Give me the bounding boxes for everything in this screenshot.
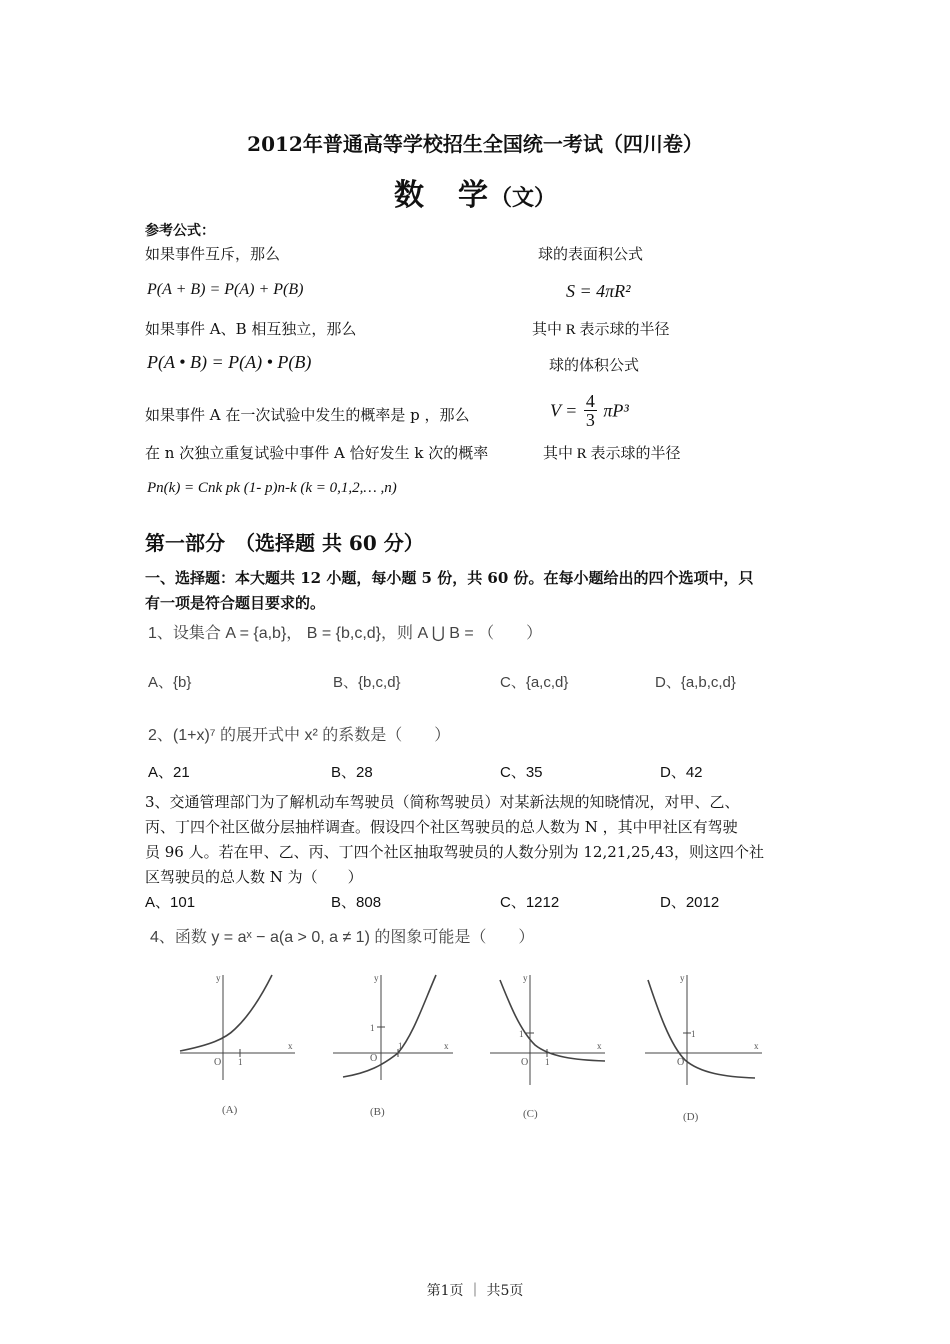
independent-text: 如果事件 A、B 相互独立，那么 — [145, 320, 357, 338]
question-1-option-a: A、{b} — [148, 674, 192, 691]
mutually-exclusive-text: 如果事件互斥，那么 — [145, 245, 281, 263]
graph-b-one-x: 1 — [398, 1041, 403, 1051]
graph-a — [170, 965, 310, 1130]
question-1-stem: 1、设集合 A = {a,b}， B = {b,c,d}，则 A ⋃ B = （ ） — [148, 625, 543, 642]
graph-a-label: (A) — [222, 1104, 238, 1116]
graph-b-origin: O — [370, 1053, 378, 1064]
graph-c-origin: O — [521, 1057, 529, 1068]
volume-fraction — [584, 392, 597, 429]
repeat-trials-text: 在 n 次独立重复试验中事件 A 恰好发生 k 次的概率 — [145, 444, 489, 462]
question-3-option-a: A、101 — [145, 894, 196, 911]
question-2-option-a: A、21 — [148, 764, 190, 781]
instructions-line-2: 有一项是符合题目要求的。 — [145, 594, 326, 612]
graph-c-label: (C) — [523, 1108, 538, 1120]
volume-lhs: V = — [550, 400, 578, 421]
graph-c-one-y: 1 — [519, 1029, 524, 1039]
question-1-option-c: C、{a,c,d} — [500, 674, 569, 691]
volume-numerator: 4 — [585, 391, 595, 411]
question-2-option-d: D、42 — [660, 764, 703, 781]
question-3-option-c: C、1212 — [500, 894, 560, 911]
mutually-exclusive-formula: P(A + B) = P(A) + P(B) — [147, 281, 304, 298]
instructions-line-1: 一、选择题：本大题共 12 小题，每小题 5 份，共 60 份。在每小题给出的四个选项中，只 — [145, 569, 754, 587]
graph-b-label: (B) — [370, 1106, 385, 1118]
volume-rhs: πP³ — [603, 400, 629, 421]
question-2-option-b: B、28 — [331, 764, 373, 781]
radius-note-2: 其中 R 表示球的半径 — [543, 446, 681, 462]
sphere-surface-formula: S = 4πR² — [566, 281, 631, 301]
page-footer: 第1页 ｜ 共5页 — [426, 1283, 524, 1299]
subject-suffix: （文） — [489, 185, 556, 211]
sphere-volume-formula — [550, 392, 629, 429]
sphere-volume-text: 球的体积公式 — [549, 356, 640, 374]
graph-b — [328, 965, 468, 1130]
part-one-heading: 第一部分 （选择题 共 60 分） — [145, 531, 424, 555]
graph-a-one: 1 — [238, 1057, 243, 1067]
question-3-option-b: B、808 — [331, 894, 382, 911]
sphere-surface-text: 球的表面积公式 — [538, 245, 644, 263]
graph-d-label: (D) — [683, 1111, 699, 1123]
graph-a-origin: O — [214, 1057, 222, 1068]
formulas-heading: 参考公式： — [145, 223, 215, 239]
graph-d-origin: O — [677, 1057, 685, 1068]
question-1-option-b: B、{b,c,d} — [333, 674, 401, 691]
question-3-line-1: 3、交通管理部门为了解机动车驾驶员（简称驾驶员）对某新法规的知晓情况，对甲、乙、 — [145, 793, 740, 811]
graph-c-one-x: 1 — [545, 1057, 550, 1067]
question-3-option-d: D、2012 — [660, 894, 720, 911]
graph-d-one: 1 — [691, 1029, 696, 1039]
question-2-stem: 2、(1+x)⁷ 的展开式中 x² 的系数是（ ） — [148, 727, 451, 744]
graph-a-y-label: y — [216, 973, 221, 983]
graph-d — [640, 965, 780, 1130]
question-3-line-2: 丙、丁四个社区做分层抽样调查。假设四个社区驾驶员的总人数为 N ，其中甲社区有驾驶 — [145, 818, 738, 836]
graph-c — [485, 965, 625, 1130]
question-3-line-3: 员 96 人。若在甲、乙、丙、丁四个社区抽取驾驶员的人数分别为 12,21,25,43，则这四个社 — [145, 843, 765, 861]
graph-b-x-label: x — [444, 1041, 449, 1051]
graph-b-y-label: y — [374, 973, 379, 983]
independent-formula: P(A • B) = P(A) • P(B) — [147, 352, 312, 372]
question-3-line-4: 区驾驶员的总人数 N 为（ ） — [145, 868, 363, 886]
graph-a-x-label: x — [288, 1041, 293, 1051]
radius-note-1: 其中 R 表示球的半径 — [532, 322, 670, 338]
graph-d-y-label: y — [680, 973, 685, 983]
volume-denominator: 3 — [585, 410, 595, 430]
question-4-stem: 4、函数 y = aˣ − a(a > 0, a ≠ 1) 的图象可能是（ ） — [150, 929, 535, 946]
graph-d-x-label: x — [754, 1041, 759, 1051]
question-2-option-c: C、35 — [500, 764, 543, 781]
subject-heading — [0, 170, 950, 214]
subject-name: 数 学 — [393, 178, 490, 213]
exam-title: 2012年普通高等学校招生全国统一考试（四川卷） — [247, 132, 703, 156]
probability-p-text: 如果事件 A 在一次试验中发生的概率是 p ，那么 — [145, 406, 470, 424]
question-1-option-d: D、{a,b,c,d} — [655, 674, 736, 691]
graph-c-y-label: y — [523, 973, 528, 983]
graph-c-x-label: x — [597, 1041, 602, 1051]
binomial-formula: Pn(k) = Cnk pk (1- p)n-k (k = 0,1,2,… ,n) — [147, 480, 397, 496]
graph-b-one-y: 1 — [370, 1023, 375, 1033]
